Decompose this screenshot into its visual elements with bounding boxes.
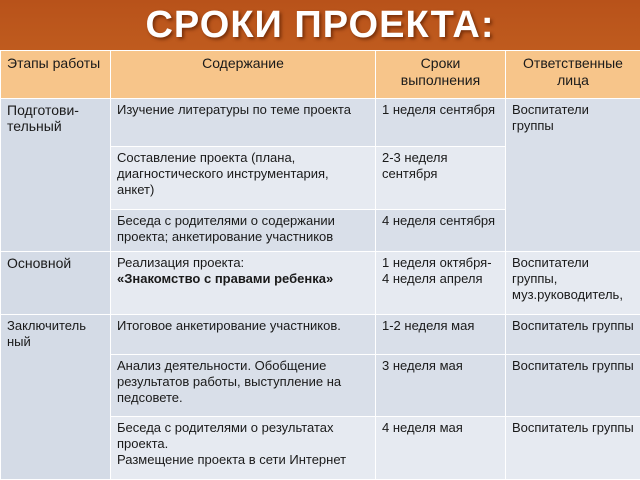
stage-main: Основной xyxy=(1,252,111,314)
table-row xyxy=(1,99,640,147)
terms-cell: 4 неделя сентября xyxy=(376,209,506,251)
terms-cell: 2-3 неделя сентября xyxy=(376,147,506,209)
header-content: Содержание xyxy=(111,51,376,99)
stage-preparatory: Подготови-тельный xyxy=(1,99,111,252)
project-schedule-table xyxy=(0,50,640,480)
content-cell: Анализ деятельности. Обобщение результатов работы, выступление на педсовете. xyxy=(111,354,376,416)
content-cell: Изучение литературы по теме проекта xyxy=(111,99,376,147)
content-line: Размещение проекта в сети Интернет xyxy=(117,452,347,468)
terms-cell xyxy=(376,252,506,314)
table-header-row xyxy=(1,51,640,99)
content-cell: Составление проекта (плана, диагностического инструментария, анкет) xyxy=(111,147,376,209)
responsible-cell: Воспитатели группы xyxy=(506,99,640,252)
terms-cell: 4 неделя мая xyxy=(376,417,506,480)
terms-line: 1 неделя октября- xyxy=(382,255,492,271)
content-cell xyxy=(111,417,376,480)
content-cell xyxy=(111,252,376,314)
content-cell: Итоговое анкетирование участников. xyxy=(111,314,376,354)
content-line: Реализация проекта: xyxy=(117,255,245,271)
responsible-cell: Воспитатель группы xyxy=(506,417,640,480)
content-highlight: «Знакомство с правами ребенка» xyxy=(117,271,334,287)
content-line: Беседа с родителями о результатах проекта. xyxy=(117,420,334,452)
terms-line: 4 неделя апреля xyxy=(382,271,483,287)
responsible-cell: Воспитатели группы, муз.руководитель, xyxy=(506,252,640,314)
terms-cell: 1-2 неделя мая xyxy=(376,314,506,354)
header-terms: Сроки выполнения xyxy=(376,51,506,99)
table-row xyxy=(1,252,640,314)
terms-cell: 1 неделя сентября xyxy=(376,99,506,147)
stage-final: Заключитель ный xyxy=(1,314,111,479)
table-row xyxy=(1,314,640,354)
header-stage: Этапы работы xyxy=(1,51,111,99)
terms-cell: 3 неделя мая xyxy=(376,354,506,416)
header-responsible: Ответственные лица xyxy=(506,51,640,99)
responsible-cell: Воспитатель группы xyxy=(506,314,640,354)
content-cell: Беседа с родителями о содержании проекта; анкетирование участников xyxy=(111,209,376,251)
responsible-cell: Воспитатель группы xyxy=(506,354,640,416)
page-title: СРОКИ ПРОЕКТА: xyxy=(145,4,495,46)
